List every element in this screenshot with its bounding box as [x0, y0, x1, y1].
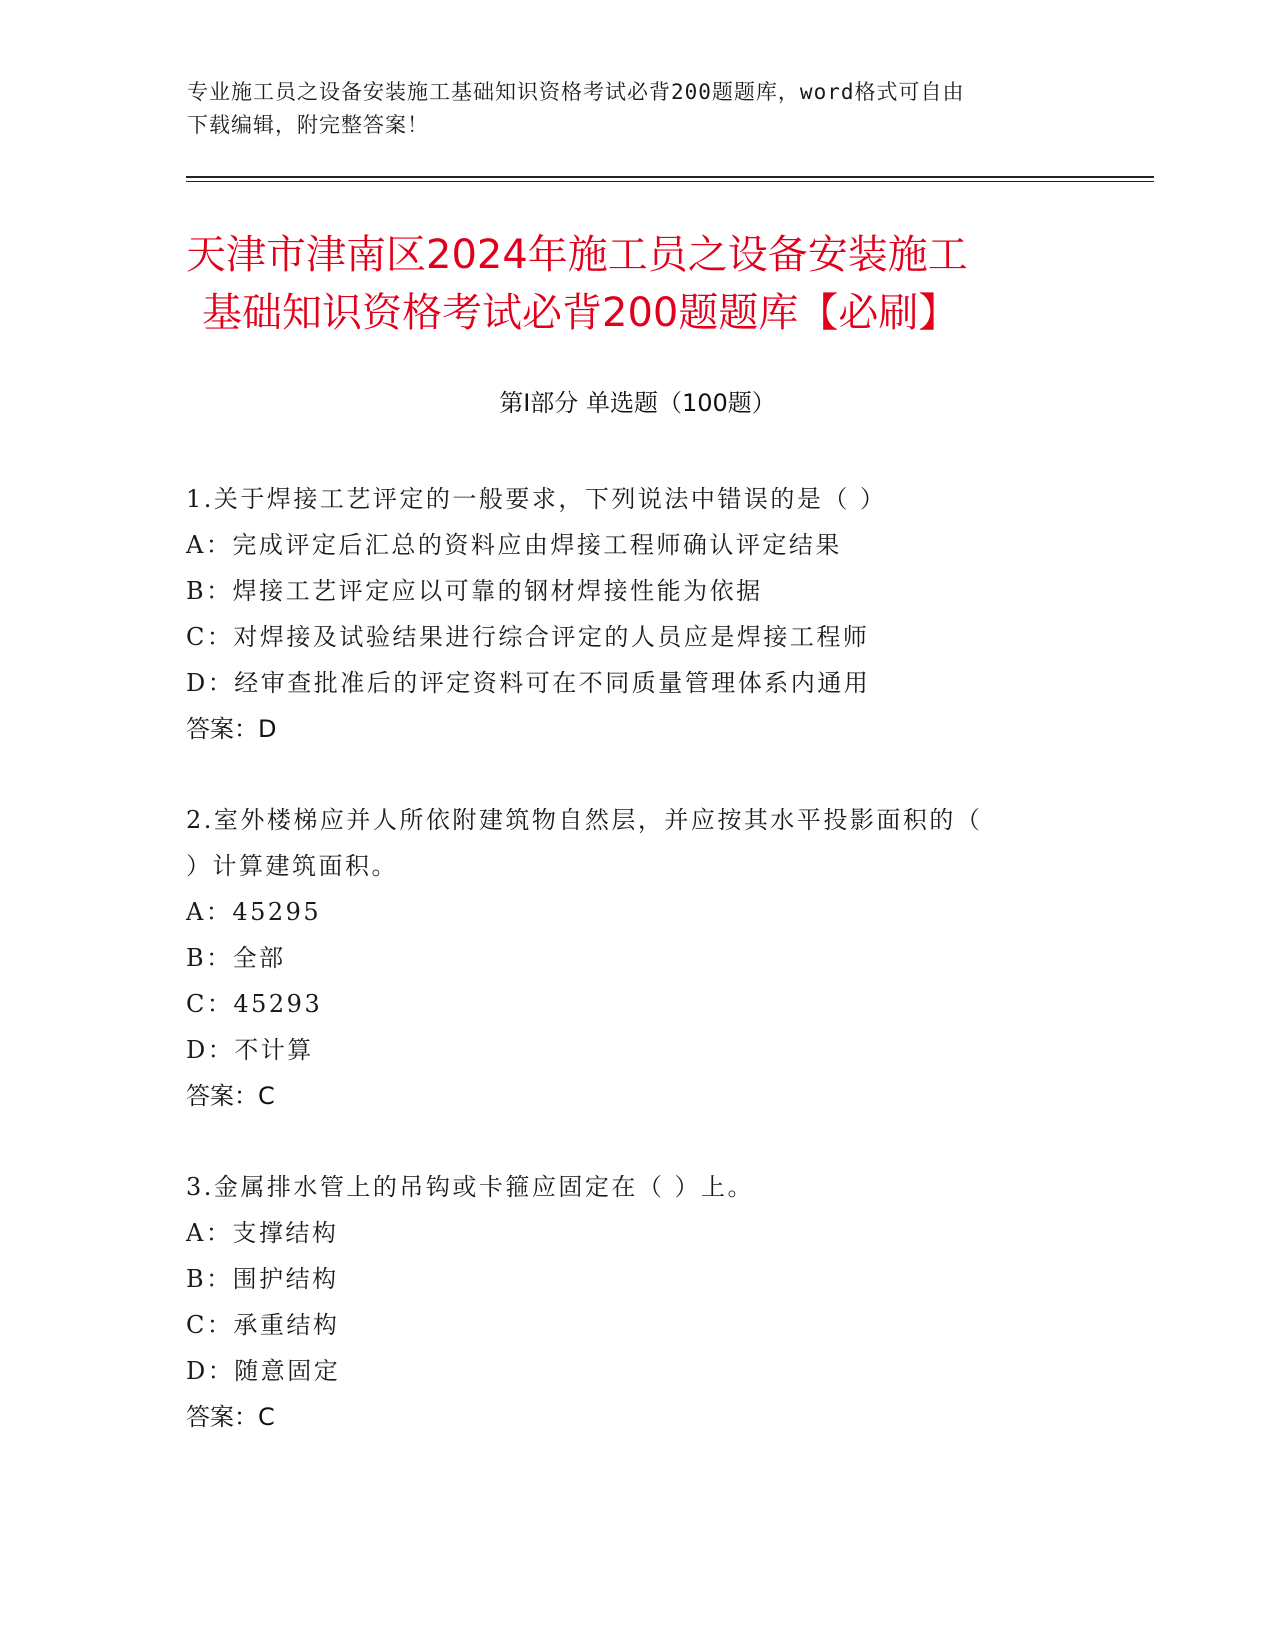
- question-stem: 2.室外楼梯应并人所依附建筑物自然层，并应按其水平投影面积的（: [186, 806, 983, 834]
- question-stem-continued: ）计算建筑面积。: [186, 852, 398, 880]
- header-note: [187, 76, 1067, 142]
- option-a: A：支撑结构: [186, 1219, 339, 1247]
- option-b: B：焊接工艺评定应以可靠的钢材焊接性能为依据: [186, 577, 763, 605]
- question-1: [186, 476, 1086, 752]
- header-note-line-1: 专业施工员之设备安装施工基础知识资格考试必背200题题库，word格式可自由: [187, 80, 965, 104]
- question-3: [186, 1164, 1086, 1440]
- header-divider-thin: [186, 181, 1154, 182]
- option-c: C：承重结构: [186, 1311, 340, 1339]
- option-a: A：45295: [186, 898, 322, 926]
- section-title: 第Ⅰ部分 单选题（100题）: [499, 389, 776, 417]
- document-title: [186, 226, 1106, 342]
- option-d: D：不计算: [186, 1036, 314, 1064]
- document-title-line-2: 基础知识资格考试必背200题题库【必刷】: [202, 290, 959, 336]
- option-b: B：围护结构: [186, 1265, 339, 1293]
- option-c: C：45293: [186, 990, 323, 1018]
- answer: 答案：D: [186, 715, 277, 743]
- option-a: A：完成评定后汇总的资料应由焊接工程师确认评定结果: [186, 531, 842, 559]
- option-c: C：对焊接及试验结果进行综合评定的人员应是焊接工程师: [186, 623, 870, 651]
- question-list: [186, 476, 1086, 1440]
- document-title-line-1: 天津市津南区2024年施工员之设备安装施工: [186, 232, 968, 278]
- option-b: B：全部: [186, 944, 286, 972]
- question-stem: 3.金属排水管上的吊钩或卡箍应固定在（ ）上。: [186, 1173, 755, 1201]
- question-spacer: [186, 752, 1086, 797]
- option-d: D：随意固定: [186, 1357, 341, 1385]
- question-spacer: [186, 1119, 1086, 1164]
- question-stem: 1.关于焊接工艺评定的一般要求，下列说法中错误的是（ ）: [186, 485, 887, 513]
- option-d: D：经审查批准后的评定资料可在不同质量管理体系内通用: [186, 669, 871, 697]
- header-divider-thick: [186, 176, 1154, 178]
- question-2: [186, 797, 1086, 1119]
- header-note-line-2: 下载编辑，附完整答案！: [187, 113, 429, 137]
- answer: 答案：C: [186, 1403, 275, 1431]
- answer: 答案：C: [186, 1082, 275, 1110]
